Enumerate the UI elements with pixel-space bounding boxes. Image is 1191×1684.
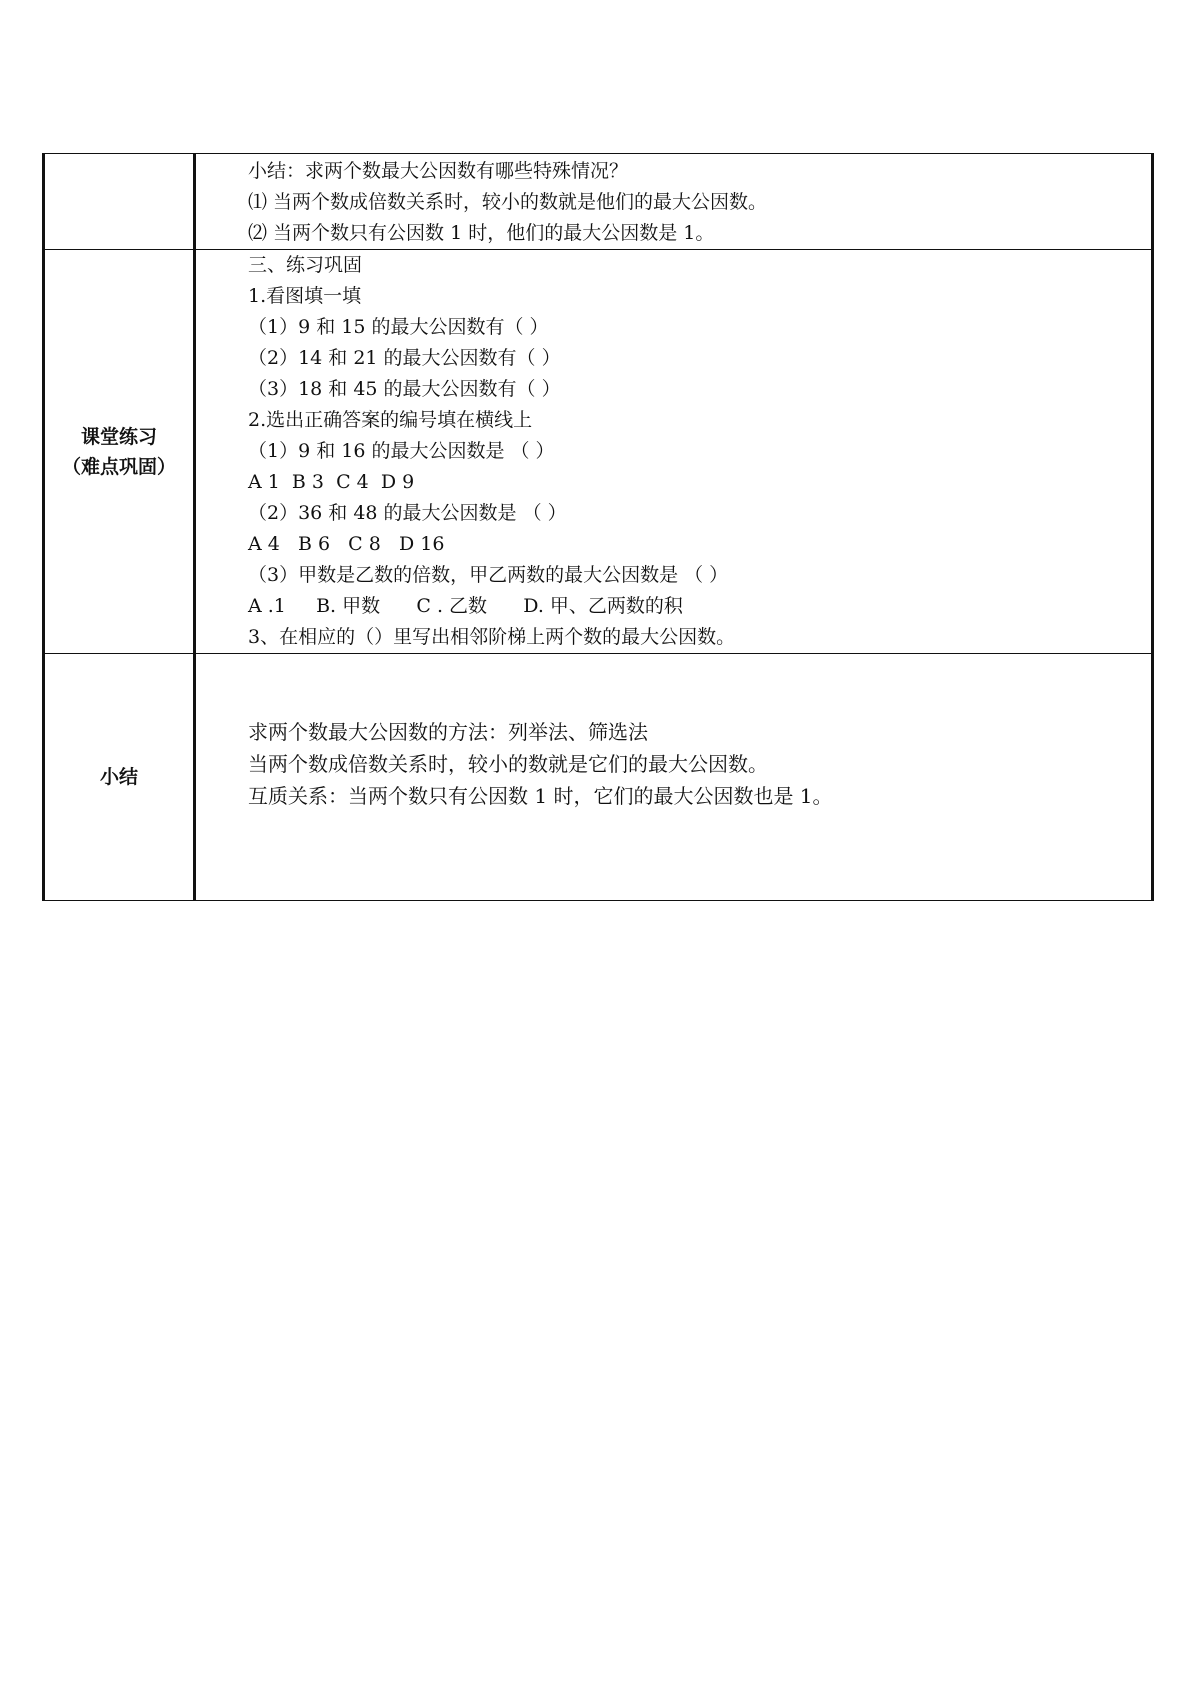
exercise-1-item-2: （2）14 和 21 的最大公因数有（ ）: [248, 347, 561, 369]
table-row-classroom-practice: [44, 250, 1153, 654]
exercise-2-options-1: A 1 B 3 C 4 D 9: [248, 471, 415, 493]
row-content: [195, 654, 1153, 901]
exercise-2-item-1: （1）9 和 16 的最大公因数是 （ ）: [248, 440, 555, 462]
row-content: [195, 154, 1153, 250]
row-label-line2: （难点巩固）: [61, 455, 176, 478]
table-row-summary-special-cases: [44, 154, 1153, 250]
exercise-2-title: 2.选出正确答案的编号填在横线上: [248, 409, 533, 431]
lesson-table: [42, 153, 1154, 901]
practice-heading: 三、练习巩固: [248, 254, 363, 276]
exercise-2-item-2: （2）36 和 48 的最大公因数是 （ ）: [248, 502, 567, 524]
summary-case-2: ⑵ 当两个数只有公因数 1 时，他们的最大公因数是 1。: [248, 222, 715, 244]
exercise-1-title: 1.看图填一填: [248, 285, 362, 307]
exercise-2-item-3: （3）甲数是乙数的倍数，甲乙两数的最大公因数是 （ ）: [248, 564, 729, 586]
exercise-1-item-1: （1）9 和 15 的最大公因数有（ ）: [248, 316, 549, 338]
summary-question: 小结：求两个数最大公因数有哪些特殊情况？: [248, 160, 629, 182]
exercise-3-title: 3、在相应的（）里写出相邻阶梯上两个数的最大公因数。: [248, 626, 736, 648]
row-label-empty: [44, 154, 195, 250]
exercise-2-options-2: A 4 B 6 C 8 D 16: [248, 533, 445, 555]
summary-method: 求两个数最大公因数的方法：列举法、筛选法: [248, 720, 648, 744]
row-label-line1: 课堂练习: [80, 425, 157, 448]
exercise-1-item-3: （3）18 和 45 的最大公因数有（ ）: [248, 378, 561, 400]
row-content: [195, 250, 1153, 654]
row-label-classroom-practice: [44, 250, 195, 654]
table-row-summary: [44, 654, 1153, 901]
row-label-summary: 小结: [44, 654, 195, 901]
summary-multiple-relation: 当两个数成倍数关系时，较小的数就是它们的最大公因数。: [248, 752, 768, 776]
summary-coprime-relation: 互质关系：当两个数只有公因数 1 时，它们的最大公因数也是 1。: [248, 784, 833, 808]
summary-case-1: ⑴ 当两个数成倍数关系时，较小的数就是他们的最大公因数。: [248, 191, 768, 213]
exercise-2-options-3: A .1 B. 甲数 C . 乙数 D. 甲、乙两数的积: [248, 595, 683, 617]
